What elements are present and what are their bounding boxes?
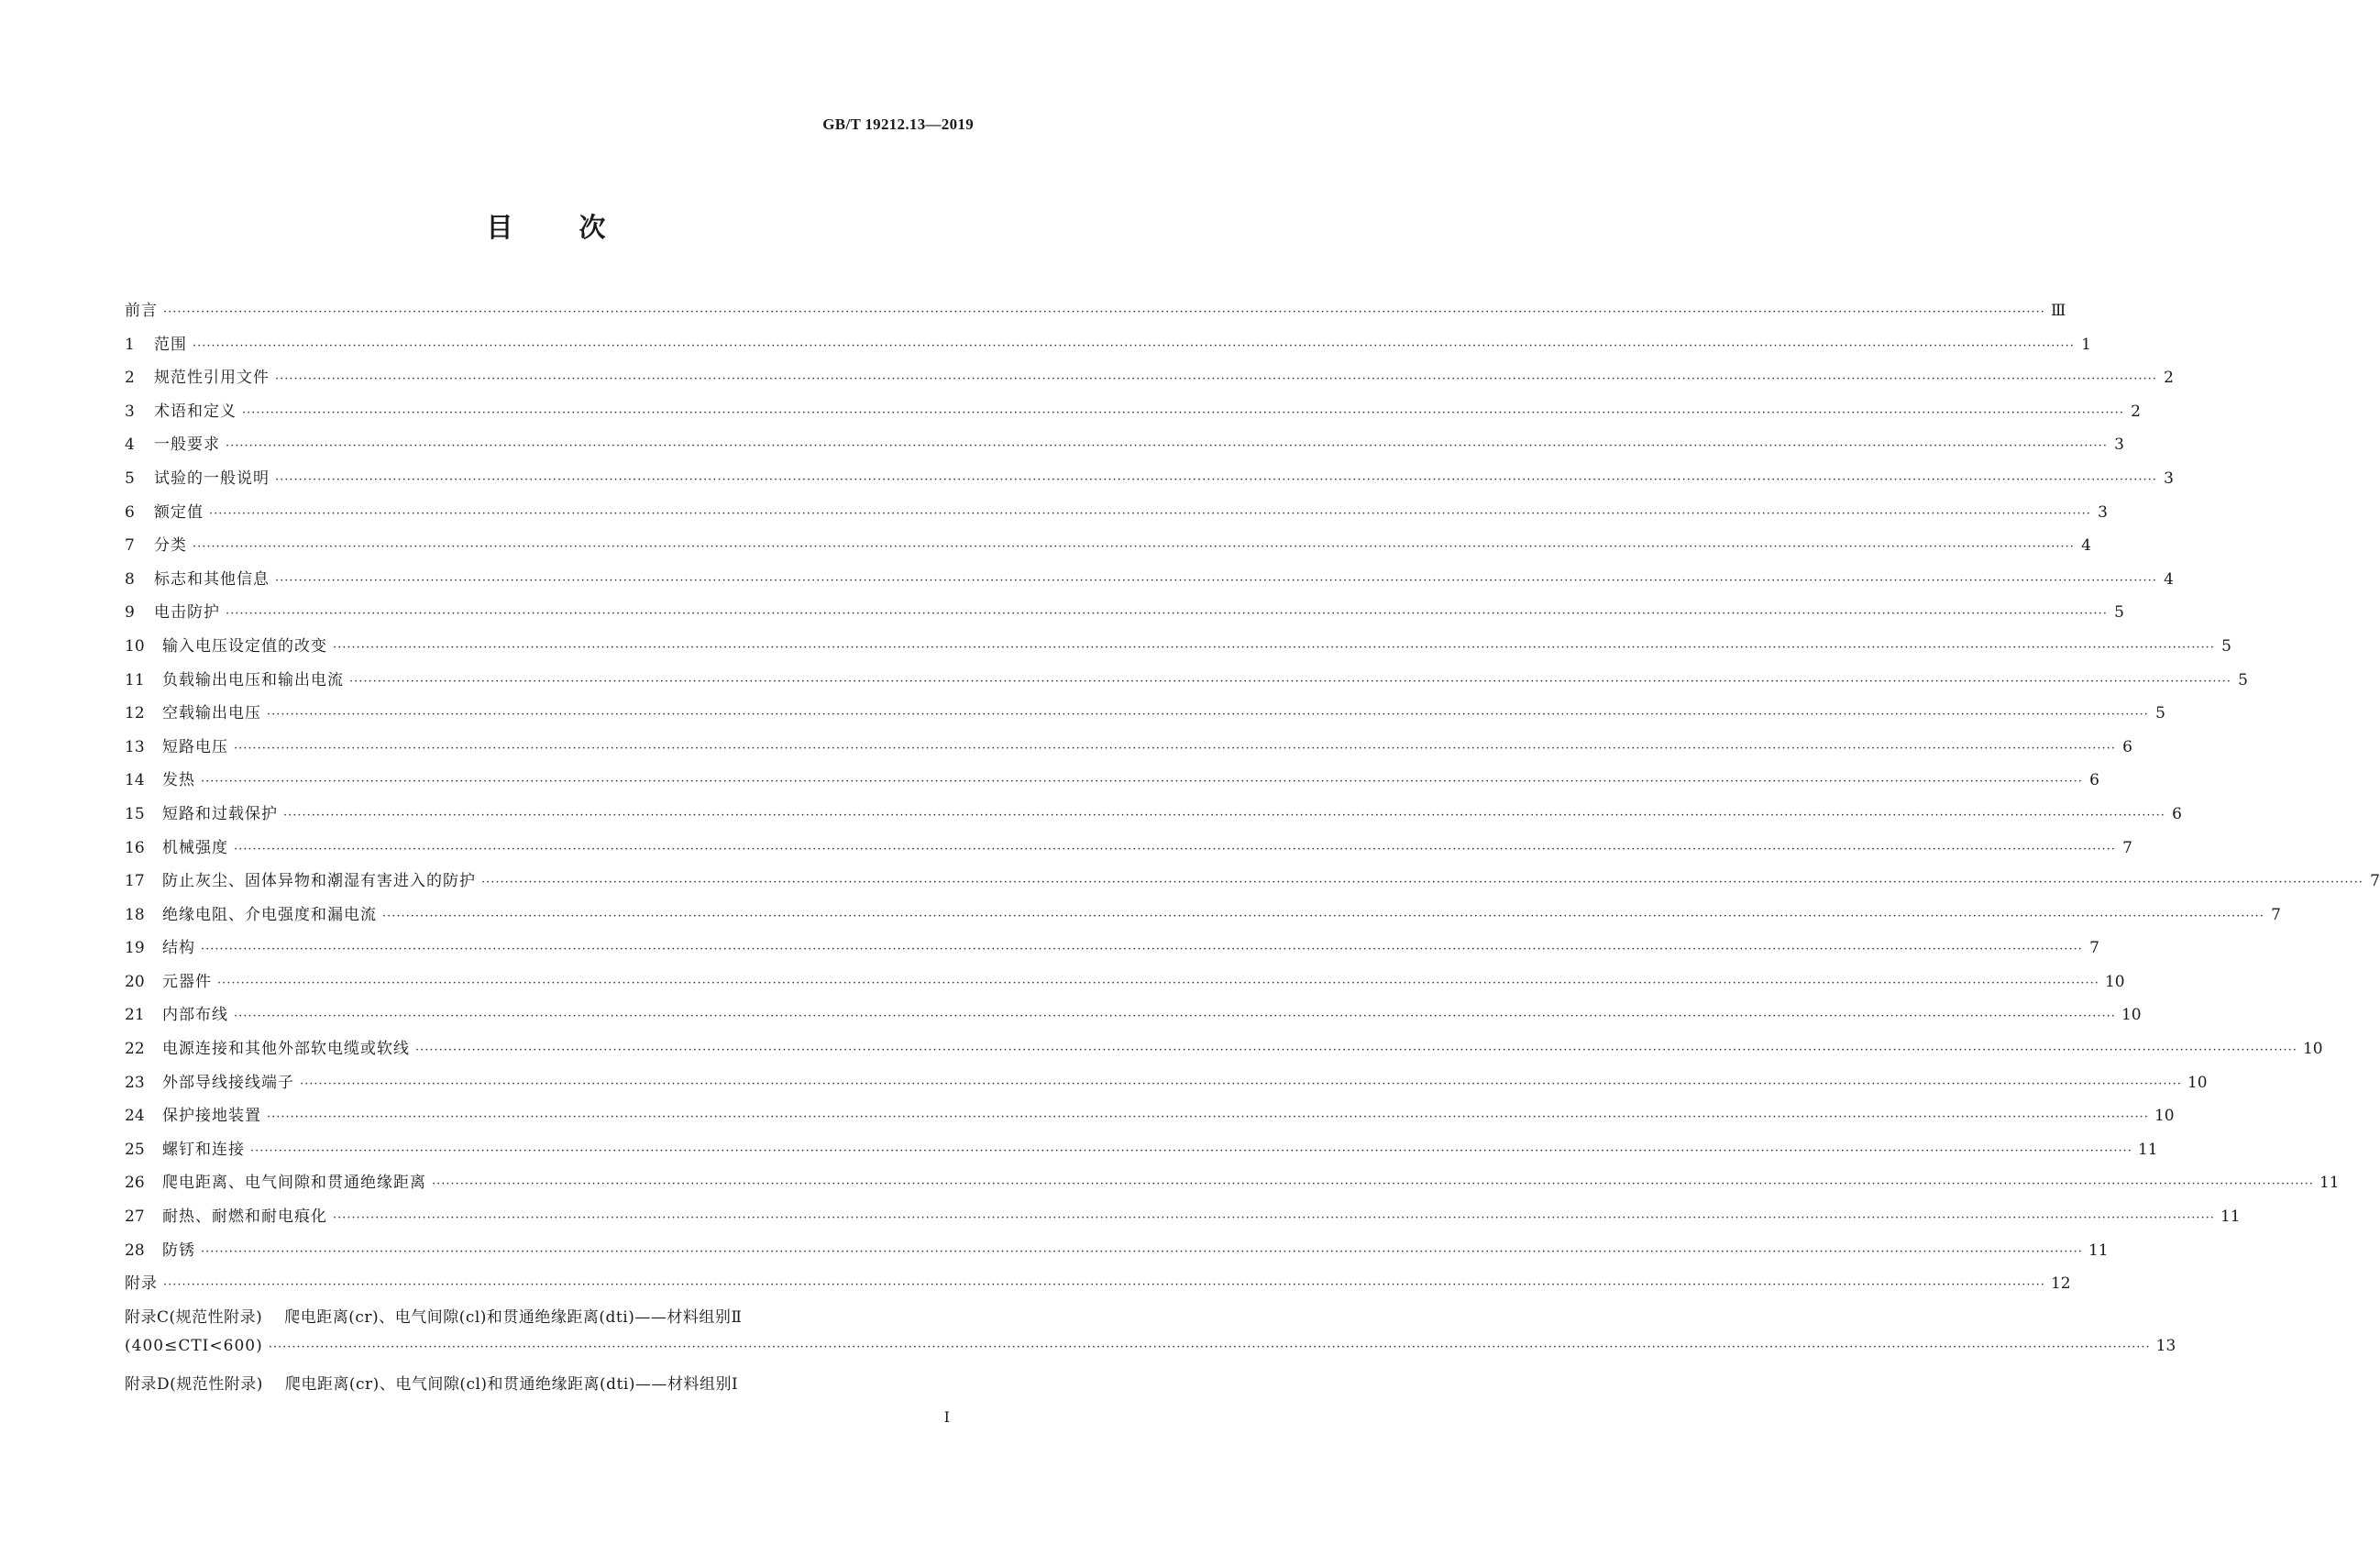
- toc-leader-dots: ················································································································································································································································································································································································································: [201, 775, 2083, 789]
- toc-leader-dots: ················································································································································································································································································································································································································: [415, 1043, 2297, 1058]
- toc-entry-label: 额定值: [154, 502, 204, 522]
- toc-leader-dots: ················································································································································································································································································································································································································: [234, 842, 2116, 856]
- toc-entry-label: 耐热、耐燃和耐电痕化: [162, 1208, 327, 1227]
- toc-entry[interactable]: [125, 1035, 2323, 1069]
- toc-leader-dots: ················································································································································································································································································································································································································: [481, 876, 2363, 890]
- toc-entry-page: 6: [2122, 737, 2132, 756]
- toc-entry-label: 短路和过载保护: [162, 804, 278, 823]
- toc-leader-dots: ················································································································································································································································································································································································································: [333, 640, 2215, 655]
- toc-leader-dots: ················································································································································································································································································································································································································: [193, 338, 2075, 353]
- toc-entry[interactable]: [125, 867, 2380, 901]
- toc-entry[interactable]: [125, 934, 2099, 968]
- toc-entry-label: 保护接地装置: [162, 1107, 261, 1126]
- toc-entry-label: 发热: [162, 771, 195, 790]
- toc-entry-number: 7: [125, 536, 135, 556]
- appendix-c-heading[interactable]: [125, 1304, 974, 1338]
- toc-entry[interactable]: [125, 1102, 2175, 1136]
- appendix-d-prefix: 附录D(规范性附录): [125, 1375, 263, 1394]
- toc-entry-page: 3: [2114, 436, 2124, 455]
- toc-entry[interactable]: [125, 297, 2066, 331]
- toc-entry-label: 结构: [162, 939, 195, 958]
- standard-code: GB/T 19212.13—2019: [822, 116, 974, 133]
- toc-leader-dots: ················································································································································································································································································································································································································: [300, 1076, 2182, 1091]
- toc-entry-page: 11: [2088, 1241, 2109, 1260]
- toc-entry-label: 绝缘电阻、介电强度和漏电流: [162, 905, 377, 924]
- toc-entry[interactable]: [125, 398, 2141, 432]
- toc-entry[interactable]: [125, 834, 2132, 868]
- toc-entry[interactable]: [125, 1270, 2071, 1304]
- toc-entry-page: 10: [2121, 1006, 2142, 1025]
- toc-entry[interactable]: [125, 532, 2091, 566]
- toc-entry[interactable]: [125, 431, 2124, 465]
- toc-entry-page: 4: [2164, 569, 2174, 589]
- toc-entry-label: 螺钉和连接: [162, 1140, 245, 1159]
- toc-entry-page: 2: [2131, 402, 2141, 421]
- toc-entry-page: 5: [2238, 670, 2248, 689]
- toc-entry[interactable]: [125, 700, 2165, 733]
- toc-entry-number: 23: [125, 1073, 145, 1092]
- toc-entry-page: 7: [2271, 905, 2281, 924]
- toc-leader-dots: ················································································································································································································································································································································································································: [226, 607, 2108, 622]
- toc-entry-number: 21: [125, 1006, 145, 1025]
- toc-leader-dots: ················································································································································································································································································································································································································: [432, 1177, 2314, 1192]
- toc-leader-dots: ················································································································································································································································································································································································································: [209, 506, 2091, 521]
- toc-entry-number: 4: [125, 436, 135, 455]
- toc-entry[interactable]: [125, 1136, 2158, 1170]
- toc-entry-label: 分类: [154, 536, 187, 556]
- toc-entry-number: 19: [125, 939, 145, 958]
- toc-entry-page: 5: [2155, 704, 2165, 723]
- toc-entry-page: 10: [2187, 1073, 2208, 1092]
- toc-entry[interactable]: [125, 1169, 2340, 1203]
- toc-entry-number: 14: [125, 771, 145, 790]
- toc-entry-label: 前言: [125, 302, 158, 320]
- toc-leader-dots: ················································································································································································································································································································································································································: [226, 439, 2108, 454]
- toc-entry-number: 16: [125, 838, 145, 857]
- toc-entry-label: 电击防护: [154, 603, 220, 623]
- toc-entry[interactable]: [125, 1069, 2208, 1103]
- toc-entry[interactable]: [125, 633, 2231, 667]
- toc-entry-number: 22: [125, 1040, 145, 1059]
- toc-entry-page: 1: [2081, 335, 2091, 354]
- toc-entry-number: 18: [125, 905, 145, 924]
- toc-entry-label: 规范性引用文件: [154, 369, 270, 388]
- toc-leader-dots: ················································································································································································································································································································································································································: [268, 1340, 2151, 1355]
- appendix-c-range: (400≤CTI<600): [125, 1337, 263, 1356]
- toc-entry-label: 爬电距离、电气间隙和贯通绝缘距离: [162, 1174, 426, 1193]
- toc-entry-label: 电源连接和其他外部软电缆或软线: [162, 1040, 410, 1059]
- toc-entry[interactable]: [125, 331, 2091, 365]
- toc-entry-page: 10: [2302, 1040, 2323, 1059]
- toc-entry-page: 7: [2370, 872, 2380, 891]
- toc-entry-page: 11: [2137, 1140, 2158, 1159]
- toc-leader-dots: ················································································································································································································································································································································································································: [163, 305, 2045, 319]
- toc-entry-label: 防锈: [162, 1241, 195, 1260]
- toc-leader-dots: ················································································································································································································································································································································································································: [267, 1110, 2149, 1125]
- toc-entry-number: 25: [125, 1140, 145, 1159]
- toc-leader-dots: ················································································································································································································································································································································································································: [234, 741, 2116, 755]
- toc-entry-page: 11: [2220, 1208, 2241, 1227]
- toc-entry-label: 标志和其他信息: [154, 569, 270, 589]
- toc-leader-dots: ················································································································································································································································································································································································································: [275, 372, 2157, 387]
- toc-entry[interactable]: [125, 1001, 2142, 1035]
- toc-entry-page: 2: [2164, 369, 2174, 388]
- toc-entry-number: 15: [125, 804, 145, 823]
- toc-entry-label: 机械强度: [162, 838, 228, 857]
- toc-entry-page: 5: [2114, 603, 2124, 623]
- toc-entry-number: 1: [125, 335, 135, 354]
- toc-entry-page: 3: [2098, 502, 2108, 522]
- toc-entry-label: 外部导线接线端子: [162, 1073, 294, 1092]
- toc-entry-label: 术语和定义: [154, 402, 237, 421]
- toc-entry-label: 附录: [125, 1274, 158, 1294]
- toc-entry-page: Ⅲ: [2050, 302, 2066, 320]
- toc-leader-dots: ················································································································································································································································································································································································································: [382, 909, 2264, 923]
- table-of-contents: [125, 297, 2380, 1405]
- toc-leader-dots: ················································································································································································································································································································································································································: [217, 976, 2099, 990]
- toc-entry-number: 24: [125, 1107, 145, 1126]
- toc-entry-label: 内部布线: [162, 1006, 228, 1025]
- toc-entry-label: 元器件: [162, 972, 212, 991]
- toc-entry[interactable]: [125, 1337, 2176, 1371]
- toc-leader-dots: ················································································································································································································································································································································································································: [275, 472, 2157, 487]
- toc-leader-dots: ················································································································································································································································································································································································································: [193, 540, 2075, 555]
- appendix-c-title: 爬电距离(cr)、电气间隙(cl)和贯通绝缘距离(dti)——材料组别Ⅱ: [284, 1307, 743, 1327]
- toc-leader-dots: ················································································································································································································································································································································································································: [234, 1009, 2116, 1024]
- toc-entry-label: 防止灰尘、固体异物和潮湿有害进入的防护: [162, 872, 476, 891]
- toc-entry[interactable]: [125, 733, 2132, 767]
- toc-entry[interactable]: [125, 800, 2182, 834]
- toc-entry-number: 3: [125, 402, 135, 421]
- toc-entry-page: 10: [2154, 1107, 2175, 1126]
- toc-entry-page: 10: [2104, 972, 2125, 991]
- toc-entry[interactable]: [125, 465, 2174, 499]
- toc-leader-dots: ················································································································································································································································································································································································································: [275, 573, 2157, 588]
- toc-leader-dots: ················································································································································································································································································································································································································: [267, 708, 2149, 722]
- toc-entry-label: 范围: [154, 335, 187, 354]
- toc-entry-page: 6: [2089, 771, 2099, 790]
- toc-entry-page: 5: [2221, 636, 2231, 656]
- toc-entry-page: 13: [2155, 1337, 2176, 1356]
- toc-entry-label: 输入电压设定值的改变: [162, 636, 327, 656]
- toc-entry-page: 3: [2164, 469, 2174, 488]
- toc-entry-number: 13: [125, 737, 145, 756]
- toc-entry-number: 9: [125, 603, 135, 623]
- toc-entry-number: 20: [125, 972, 145, 991]
- appendix-d-heading[interactable]: [125, 1371, 974, 1405]
- toc-leader-dots: ················································································································································································································································································································································································································: [201, 943, 2083, 957]
- toc-leader-dots: ················································································································································································································································································································································································································: [201, 1244, 2083, 1259]
- toc-leader-dots: ················································································································································································································································································································································································································: [163, 1278, 2045, 1293]
- toc-entry[interactable]: [125, 566, 2174, 600]
- page-title: 目次: [486, 212, 672, 243]
- toc-leader-dots: ················································································································································································································································································································································································································: [242, 405, 2124, 420]
- toc-entry[interactable]: [125, 766, 2099, 800]
- page-number: I: [943, 1408, 950, 1426]
- toc-entry[interactable]: [125, 901, 2281, 935]
- toc-entry[interactable]: [125, 499, 2108, 533]
- toc-entry-label: 一般要求: [154, 436, 220, 455]
- toc-entry[interactable]: [125, 599, 2124, 633]
- toc-entry-number: 10: [125, 636, 145, 656]
- toc-entry-number: 17: [125, 872, 145, 891]
- toc-entry-number: 28: [125, 1241, 145, 1260]
- appendix-c-prefix: 附录C(规范性附录): [125, 1307, 263, 1327]
- toc-entry-number: 2: [125, 369, 135, 388]
- toc-entry-label: 短路电压: [162, 737, 228, 756]
- toc-entry-page: 12: [2050, 1274, 2071, 1294]
- toc-leader-dots: ················································································································································································································································································································································································································: [283, 808, 2165, 822]
- toc-entry-number: 27: [125, 1208, 145, 1227]
- toc-entry-label: 空载输出电压: [162, 704, 261, 723]
- toc-entry-number: 6: [125, 502, 135, 522]
- toc-entry-number: 8: [125, 569, 135, 589]
- toc-entry-number: 12: [125, 704, 145, 723]
- toc-entry[interactable]: [125, 364, 2174, 398]
- toc-entry-label: 试验的一般说明: [154, 469, 270, 488]
- toc-entry-label: 负载输出电压和输出电流: [162, 670, 344, 689]
- toc-entry-number: 5: [125, 469, 135, 488]
- toc-leader-dots: ················································································································································································································································································································································································································: [250, 1143, 2132, 1158]
- toc-entry-number: 26: [125, 1174, 145, 1193]
- toc-entry-page: 7: [2122, 838, 2132, 857]
- toc-leader-dots: ················································································································································································································································································································································································································: [333, 1211, 2215, 1226]
- appendix-d-title: 爬电距离(cr)、电气间隙(cl)和贯通绝缘距离(dti)——材料组别Ⅰ: [284, 1375, 739, 1394]
- toc-leader-dots: ················································································································································································································································································································································································································: [349, 674, 2231, 689]
- toc-entry[interactable]: [125, 1237, 2109, 1271]
- toc-entry-number: 11: [125, 670, 145, 689]
- toc-entry-page: 7: [2089, 939, 2099, 958]
- toc-entry-page: 11: [2319, 1174, 2340, 1193]
- toc-entry[interactable]: [125, 968, 2125, 1002]
- toc-entry-page: 6: [2172, 804, 2182, 823]
- toc-entry[interactable]: [125, 1203, 2241, 1237]
- toc-entry-page: 4: [2081, 536, 2091, 556]
- toc-entry[interactable]: [125, 667, 2248, 700]
